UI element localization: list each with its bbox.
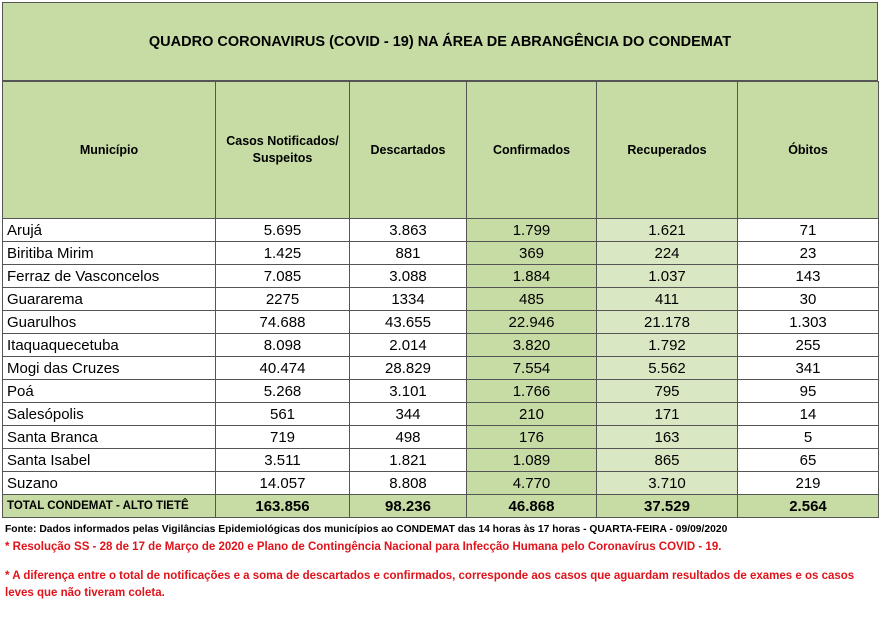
table-row [3,242,879,265]
covid-table [2,81,879,518]
header-municipio: Município [3,82,216,219]
header-recuperados: Recuperados [597,82,738,219]
cell-recuperados: 1.621 [597,219,738,242]
total-descartados: 98.236 [350,495,467,518]
cell-confirmados: 210 [467,403,597,426]
cell-obitos: 255 [738,334,879,357]
table-row [3,449,879,472]
cell-descartados: 3.088 [350,265,467,288]
cell-descartados: 3.101 [350,380,467,403]
cell-confirmados: 1.884 [467,265,597,288]
cell-obitos: 143 [738,265,879,288]
header-obitos: Óbitos [738,82,879,219]
cell-municipio: Santa Isabel [3,449,216,472]
cell-recuperados: 5.562 [597,357,738,380]
cell-notificados: 74.688 [216,311,350,334]
difference-note: * A diferença entre o total de notificações e a soma de descartados e confirmados, corresponde aos casos que aguardam resultados de exames e os casos leves que não tiveram coleta. [5,570,855,599]
cell-confirmados: 1.089 [467,449,597,472]
cell-descartados: 3.863 [350,219,467,242]
cell-descartados: 8.808 [350,472,467,495]
table-title: QUADRO CORONAVIRUS (COVID - 19) NA ÁREA DE ABRANGÊNCIA DO CONDEMAT [2,2,878,81]
header-confirmados: Confirmados [467,82,597,219]
cell-recuperados: 163 [597,426,738,449]
cell-recuperados: 1.037 [597,265,738,288]
cell-municipio: Guararema [3,288,216,311]
table-row [3,288,879,311]
cell-confirmados: 22.946 [467,311,597,334]
total-notificados: 163.856 [216,495,350,518]
cell-notificados: 3.511 [216,449,350,472]
cell-descartados: 43.655 [350,311,467,334]
header-notificados-line2: Suspeitos [252,151,313,165]
cell-obitos: 71 [738,219,879,242]
cell-confirmados: 7.554 [467,357,597,380]
table-row [3,311,879,334]
cell-obitos: 1.303 [738,311,879,334]
cell-confirmados: 369 [467,242,597,265]
cell-notificados: 5.695 [216,219,350,242]
table-row [3,403,879,426]
cell-obitos: 30 [738,288,879,311]
cell-notificados: 7.085 [216,265,350,288]
cell-descartados: 881 [350,242,467,265]
cell-notificados: 40.474 [216,357,350,380]
cell-confirmados: 1.799 [467,219,597,242]
cell-descartados: 2.014 [350,334,467,357]
header-descartados: Descartados [350,82,467,219]
cell-municipio: Guarulhos [3,311,216,334]
cell-descartados: 344 [350,403,467,426]
cell-obitos: 23 [738,242,879,265]
header-notificados-line1: Casos Notificados/ [226,134,339,149]
cell-municipio: Salesópolis [3,403,216,426]
cell-descartados: 498 [350,426,467,449]
total-row [3,495,879,518]
cell-obitos: 219 [738,472,879,495]
table-row [3,357,879,380]
table-row [3,219,879,242]
cell-confirmados: 3.820 [467,334,597,357]
cell-obitos: 5 [738,426,879,449]
cell-descartados: 1334 [350,288,467,311]
total-confirmados: 46.868 [467,495,597,518]
cell-recuperados: 795 [597,380,738,403]
cell-confirmados: 4.770 [467,472,597,495]
cell-notificados: 1.425 [216,242,350,265]
cell-recuperados: 865 [597,449,738,472]
table-row [3,334,879,357]
cell-confirmados: 1.766 [467,380,597,403]
cell-notificados: 5.268 [216,380,350,403]
cell-municipio: Santa Branca [3,426,216,449]
cell-confirmados: 485 [467,288,597,311]
cell-obitos: 95 [738,380,879,403]
table-row [3,472,879,495]
cell-notificados: 719 [216,426,350,449]
footnotes [5,524,881,602]
total-municipio: TOTAL CONDEMAT - ALTO TIETÊ [3,495,216,518]
header-row [3,82,879,219]
table-row [3,265,879,288]
table-row [3,426,879,449]
cell-notificados: 2275 [216,288,350,311]
cell-municipio: Arujá [3,219,216,242]
cell-notificados: 14.057 [216,472,350,495]
cell-municipio: Biritiba Mirim [3,242,216,265]
cell-recuperados: 224 [597,242,738,265]
header-notificados [216,82,350,219]
cell-obitos: 341 [738,357,879,380]
cell-municipio: Poá [3,380,216,403]
cell-confirmados: 176 [467,426,597,449]
table-row [3,380,879,403]
cell-recuperados: 3.710 [597,472,738,495]
total-recuperados: 37.529 [597,495,738,518]
cell-municipio: Itaquaquecetuba [3,334,216,357]
cell-municipio: Suzano [3,472,216,495]
source-note: Fonte: Dados informados pelas Vigilâncias Epidemiológicas dos municípios ao CONDEMAT das 14 horas às 17 horas - QUARTA-FEIRA - 09/09/2020 [5,524,728,535]
cell-recuperados: 1.792 [597,334,738,357]
cell-obitos: 14 [738,403,879,426]
cell-descartados: 1.821 [350,449,467,472]
cell-municipio: Mogi das Cruzes [3,357,216,380]
total-obitos: 2.564 [738,495,879,518]
cell-recuperados: 21.178 [597,311,738,334]
resolution-note: * Resolução SS - 28 de 17 de Março de 2020 e Plano de Contingência Nacional para Infecção Humana pelo Coronavírus COVID - 19. [5,541,722,553]
cell-recuperados: 171 [597,403,738,426]
cell-descartados: 28.829 [350,357,467,380]
cell-municipio: Ferraz de Vasconcelos [3,265,216,288]
cell-recuperados: 411 [597,288,738,311]
cell-notificados: 561 [216,403,350,426]
cell-notificados: 8.098 [216,334,350,357]
cell-obitos: 65 [738,449,879,472]
